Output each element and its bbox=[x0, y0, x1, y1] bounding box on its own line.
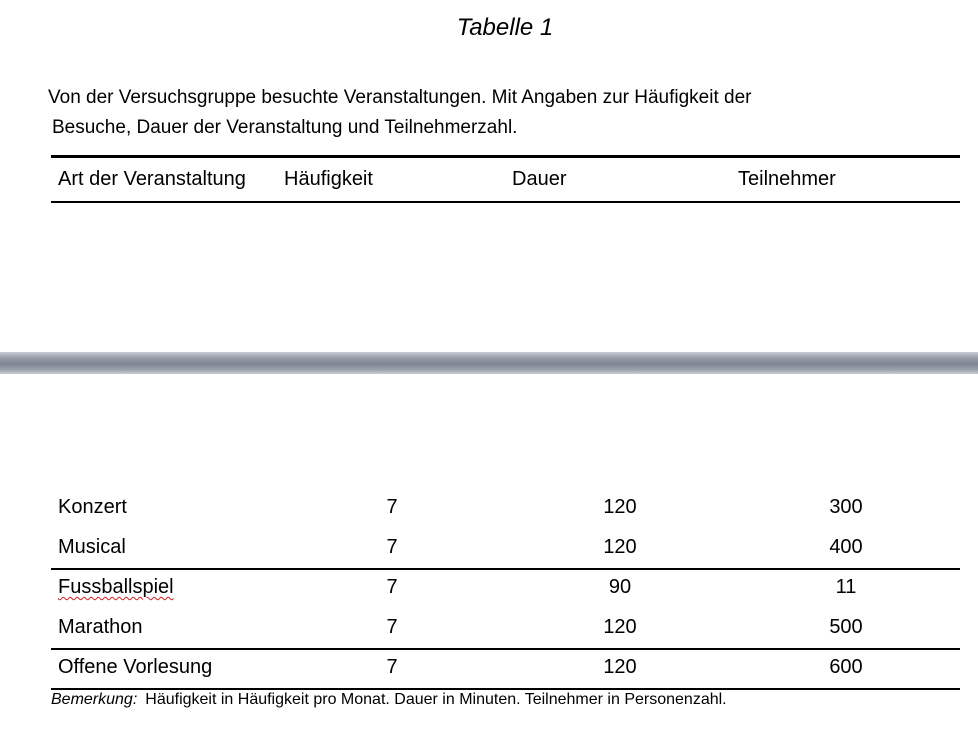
cell-participants: 300 bbox=[829, 496, 863, 518]
cell-duration: 120 bbox=[603, 536, 637, 558]
cell-participants: 500 bbox=[829, 616, 863, 638]
table-row bbox=[0, 496, 978, 536]
cell-name-misspelled[interactable]: Fussballspiel bbox=[58, 576, 174, 598]
note-text: Häufigkeit in Häufigkeit pro Monat. Dauer in Minuten. Teilnehmer in Personenzahl. bbox=[145, 691, 727, 708]
table-title: Tabelle 1 bbox=[456, 14, 554, 41]
cell-duration: 90 bbox=[608, 576, 632, 598]
cell-name: Offene Vorlesung bbox=[58, 656, 213, 678]
cell-frequency: 7 bbox=[386, 616, 398, 638]
header-bottom-rule bbox=[51, 201, 960, 203]
page-break-divider bbox=[0, 352, 978, 374]
table-note bbox=[51, 691, 727, 709]
row-rule bbox=[51, 568, 960, 570]
cell-frequency: 7 bbox=[386, 536, 398, 558]
cell-frequency: 7 bbox=[386, 496, 398, 518]
header-teilnehmer: Teilnehmer bbox=[738, 168, 836, 190]
table-row bbox=[0, 616, 978, 656]
cell-duration: 120 bbox=[603, 616, 637, 638]
header-dauer: Dauer bbox=[512, 168, 567, 190]
note-label: Bemerkung: bbox=[51, 691, 138, 708]
table-bottom-rule bbox=[51, 688, 960, 690]
header-haeufigkeit: Häufigkeit bbox=[284, 168, 373, 190]
table-row bbox=[0, 536, 978, 576]
cell-duration: 120 bbox=[603, 656, 637, 678]
table-row bbox=[0, 576, 978, 616]
cell-participants: 11 bbox=[835, 576, 857, 598]
table-row bbox=[0, 656, 978, 696]
cell-name: Marathon bbox=[58, 616, 143, 638]
cell-name: Musical bbox=[58, 536, 126, 558]
cell-frequency: 7 bbox=[386, 576, 398, 598]
cell-participants: 400 bbox=[829, 536, 863, 558]
header-art: Art der Veranstaltung bbox=[58, 168, 246, 190]
row-rule bbox=[51, 648, 960, 650]
cell-frequency: 7 bbox=[386, 656, 398, 678]
cell-participants: 600 bbox=[829, 656, 863, 678]
cell-duration: 120 bbox=[603, 496, 637, 518]
cell-name: Konzert bbox=[58, 496, 127, 518]
table-top-rule bbox=[51, 155, 960, 158]
caption-line-2: Besuche, Dauer der Veranstaltung und Teilnehmerzahl. bbox=[52, 117, 518, 138]
caption-line-1: Von der Versuchsgruppe besuchte Veranstaltungen. Mit Angaben zur Häufigkeit der bbox=[48, 87, 752, 108]
